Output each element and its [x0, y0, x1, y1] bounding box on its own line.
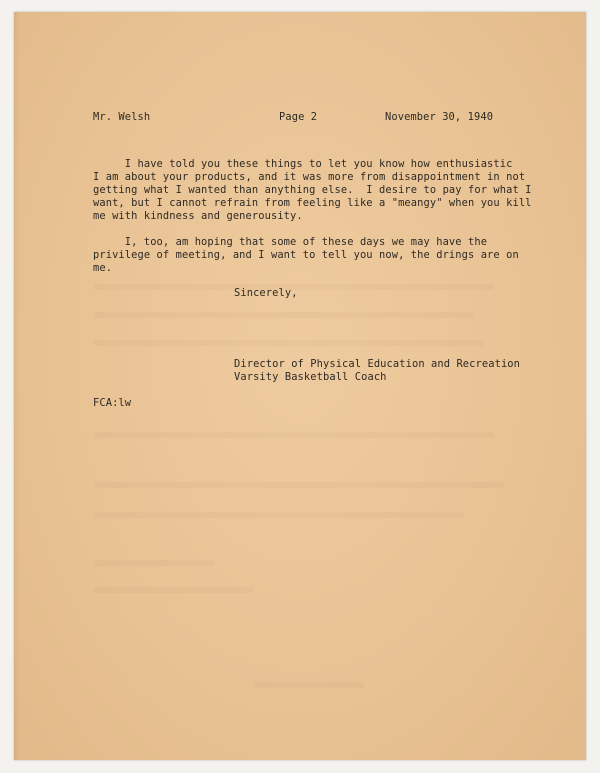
closing: Sincerely, [234, 287, 298, 299]
paragraph-1-line: I have told you these things to let you know how enthusiastic [93, 158, 513, 170]
signature-title-1: Director of Physical Education and Recreation [234, 358, 521, 370]
bleed-through [94, 560, 214, 566]
bleed-through [94, 432, 494, 438]
paragraph-2-line: privilege of meeting, and I want to tell you now, the drings are on [93, 249, 519, 261]
header-page-number: Page 2 [279, 111, 318, 123]
letter-page [14, 12, 586, 760]
reference-initials: FCA:lw [93, 397, 132, 409]
header-date: November 30, 1940 [385, 111, 494, 123]
paragraph-1-line: me with kindness and generousity. [93, 210, 303, 222]
bleed-through [94, 312, 474, 318]
header-recipient: Mr. Welsh [93, 111, 151, 123]
signature-title-2: Varsity Basketball Coach [234, 371, 387, 383]
paragraph-2-line: me. [93, 262, 113, 274]
page-edge-shadow [14, 12, 20, 760]
bleed-through [254, 682, 364, 688]
bleed-through [94, 587, 254, 593]
paragraph-2-line: I, too, am hoping that some of these days we may have the [93, 236, 488, 248]
paragraph-1-line: getting what I wanted than anything else. I desire to pay for what I [93, 184, 532, 196]
paragraph-1-line: want, but I cannot refrain from feeling like a "meangy" when you kill [93, 197, 532, 209]
bleed-through [94, 482, 504, 488]
bleed-through [94, 512, 464, 518]
bleed-through [94, 340, 484, 346]
paragraph-1-line: I am about your products, and it was more from disappointment in not [93, 171, 526, 183]
